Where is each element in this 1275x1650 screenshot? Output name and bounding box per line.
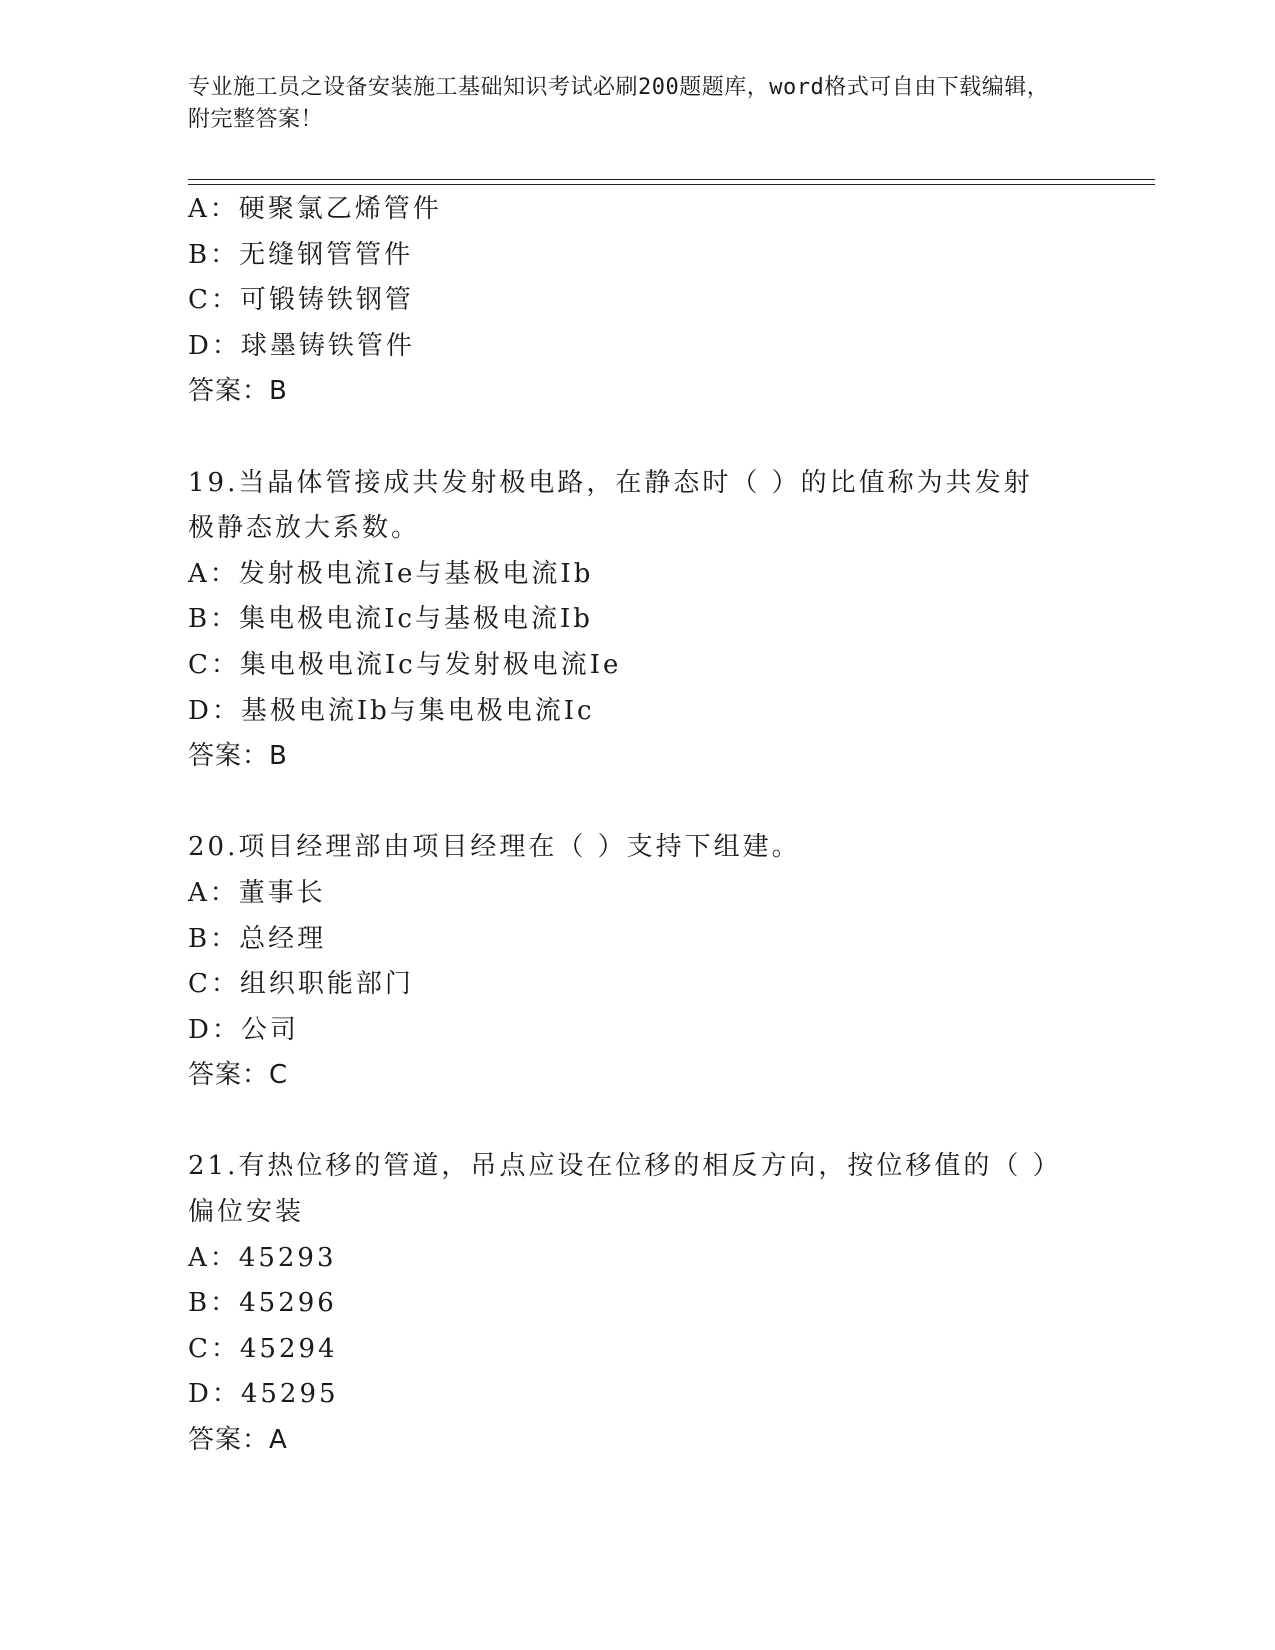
option-a: A：硬聚氯乙烯管件 xyxy=(188,194,442,224)
question-list xyxy=(188,187,1088,1464)
document-header: 专业施工员之设备安装施工基础知识考试必刷200题题库，word格式可自由下载编辑，附完整答案！ xyxy=(188,75,1050,132)
option-b: B：总经理 xyxy=(188,923,327,954)
spacer xyxy=(188,780,1088,826)
option-d: D：公司 xyxy=(188,1014,299,1045)
option-a: A：董事长 xyxy=(188,877,326,908)
option-b: B：45296 xyxy=(188,1288,337,1319)
answer: 答案：A xyxy=(188,1425,288,1456)
option-c: C：组织职能部门 xyxy=(188,969,414,1000)
answer: 答案：B xyxy=(188,741,288,772)
header-rule-top xyxy=(188,179,1155,180)
option-d: D：球墨铸铁管件 xyxy=(188,330,415,361)
question-21 xyxy=(188,1144,1088,1463)
option-c: C：可锻铸铁钢管 xyxy=(188,285,414,316)
question-19 xyxy=(188,461,1088,780)
question-stem: 20.项目经理部由项目经理在（ ）支持下组建。 xyxy=(188,832,801,863)
spacer xyxy=(188,415,1088,461)
question-stem: 19.当晶体管接成共发射极电路，在静态时（ ）的比值称为共发射极静态放大系数。 xyxy=(188,467,1033,544)
option-b: B：无缝钢管管件 xyxy=(188,239,414,270)
question-20 xyxy=(188,825,1088,1099)
option-b: B：集电极电流Ic与基极电流Ib xyxy=(188,604,593,635)
question-stem: 21.有热位移的管道，吊点应设在位移的相反方向，按位移值的（ ）偏位安装 xyxy=(188,1151,1049,1228)
answer: 答案：C xyxy=(188,1060,289,1091)
option-a: A：发射极电流Ie与基极电流Ib xyxy=(188,558,594,589)
option-d: D：基极电流Ib与集电极电流Ic xyxy=(188,695,595,726)
header-rule-bottom xyxy=(188,184,1155,185)
spacer xyxy=(188,1099,1088,1145)
option-a: A：45293 xyxy=(188,1242,337,1273)
option-d: D：45295 xyxy=(188,1379,339,1410)
option-c: C：45294 xyxy=(188,1333,338,1364)
option-c: C：集电极电流Ic与发射极电流Ie xyxy=(188,649,622,680)
answer: 答案：B xyxy=(188,376,288,407)
question-18 xyxy=(188,187,1088,415)
